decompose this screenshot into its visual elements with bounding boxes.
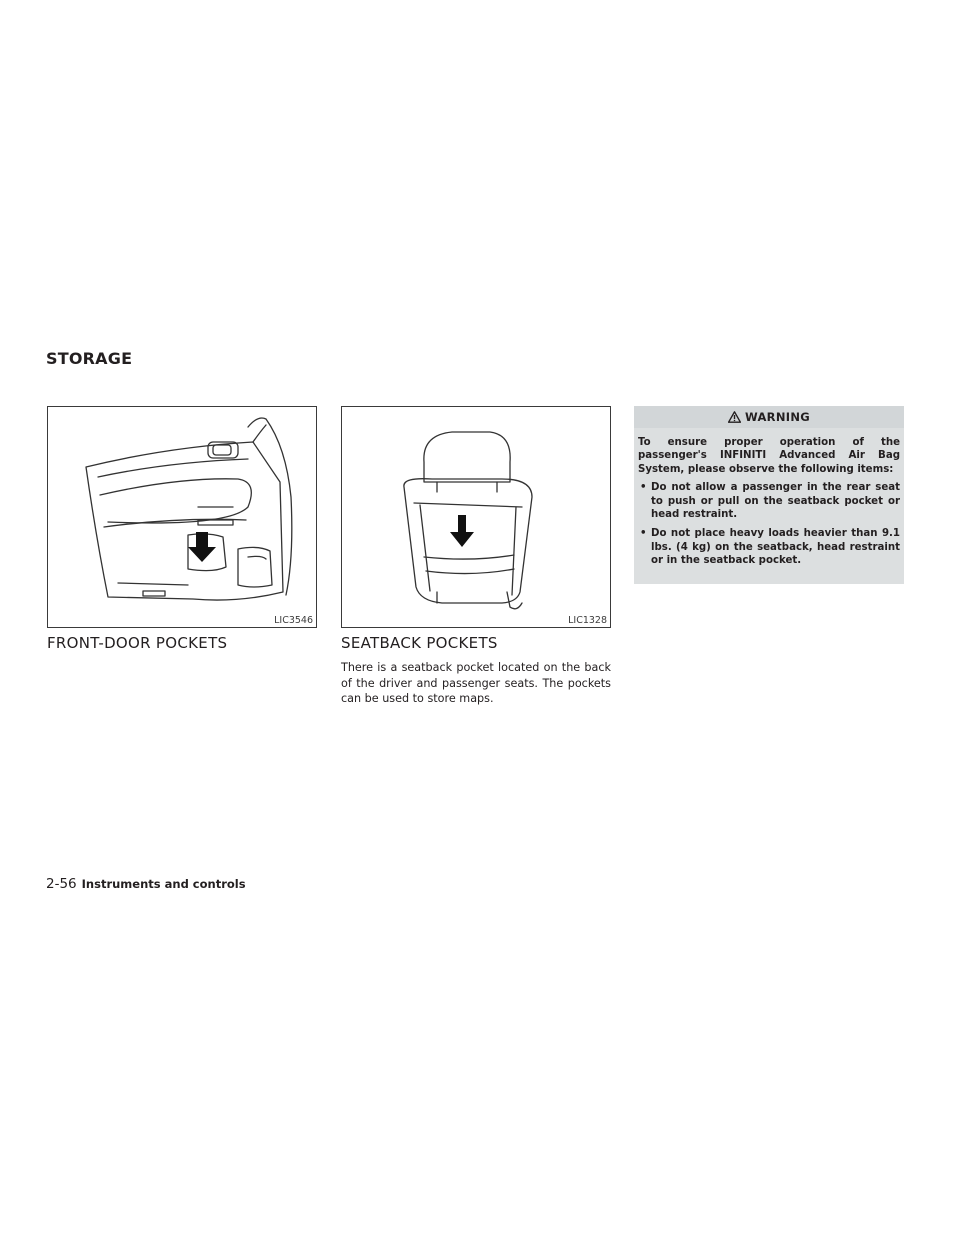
seatback-heading: SEATBACK POCKETS — [341, 634, 498, 652]
warning-title: WARNING — [745, 410, 810, 424]
warning-item — [638, 481, 900, 521]
section-title: STORAGE — [46, 349, 133, 368]
page-number: 2-56 — [46, 876, 77, 892]
warning-item-text: Do not allow a passenger in the rear seat to push or pull on the seatback pocket or head restraint. — [651, 482, 900, 521]
seatback-illustration — [341, 406, 611, 628]
warning-list — [634, 481, 904, 567]
bullet: • — [640, 482, 647, 494]
seat-arrow — [450, 515, 474, 547]
warning-icon — [728, 411, 741, 423]
warning-item — [638, 527, 900, 567]
seat-drawing — [342, 407, 610, 627]
seatback-description: There is a seatback pocket located on the back of the driver and passenger seats. The pockets can be used to store maps. — [341, 661, 611, 705]
warning-intro: To ensure proper operation of the passenger's INFINITI Advanced Air Bag System, please observe the following items: — [638, 437, 900, 475]
warning-header — [634, 406, 904, 428]
figure-code: LIC3546 — [274, 615, 313, 626]
figure-code: LIC1328 — [568, 615, 607, 626]
door-drawing — [48, 407, 316, 627]
page-footer — [46, 876, 246, 892]
front-door-heading: FRONT-DOOR POCKETS — [47, 634, 228, 652]
warning-box — [634, 406, 904, 584]
chapter-title: Instruments and controls — [81, 877, 246, 891]
warning-item-text: Do not place heavy loads heavier than 9.1 lbs. (4 kg) on the seatback, head restraint or in the seatback pocket. — [651, 528, 900, 567]
door-arrow — [188, 532, 216, 562]
front-door-illustration — [47, 406, 317, 628]
bullet: • — [640, 528, 647, 540]
